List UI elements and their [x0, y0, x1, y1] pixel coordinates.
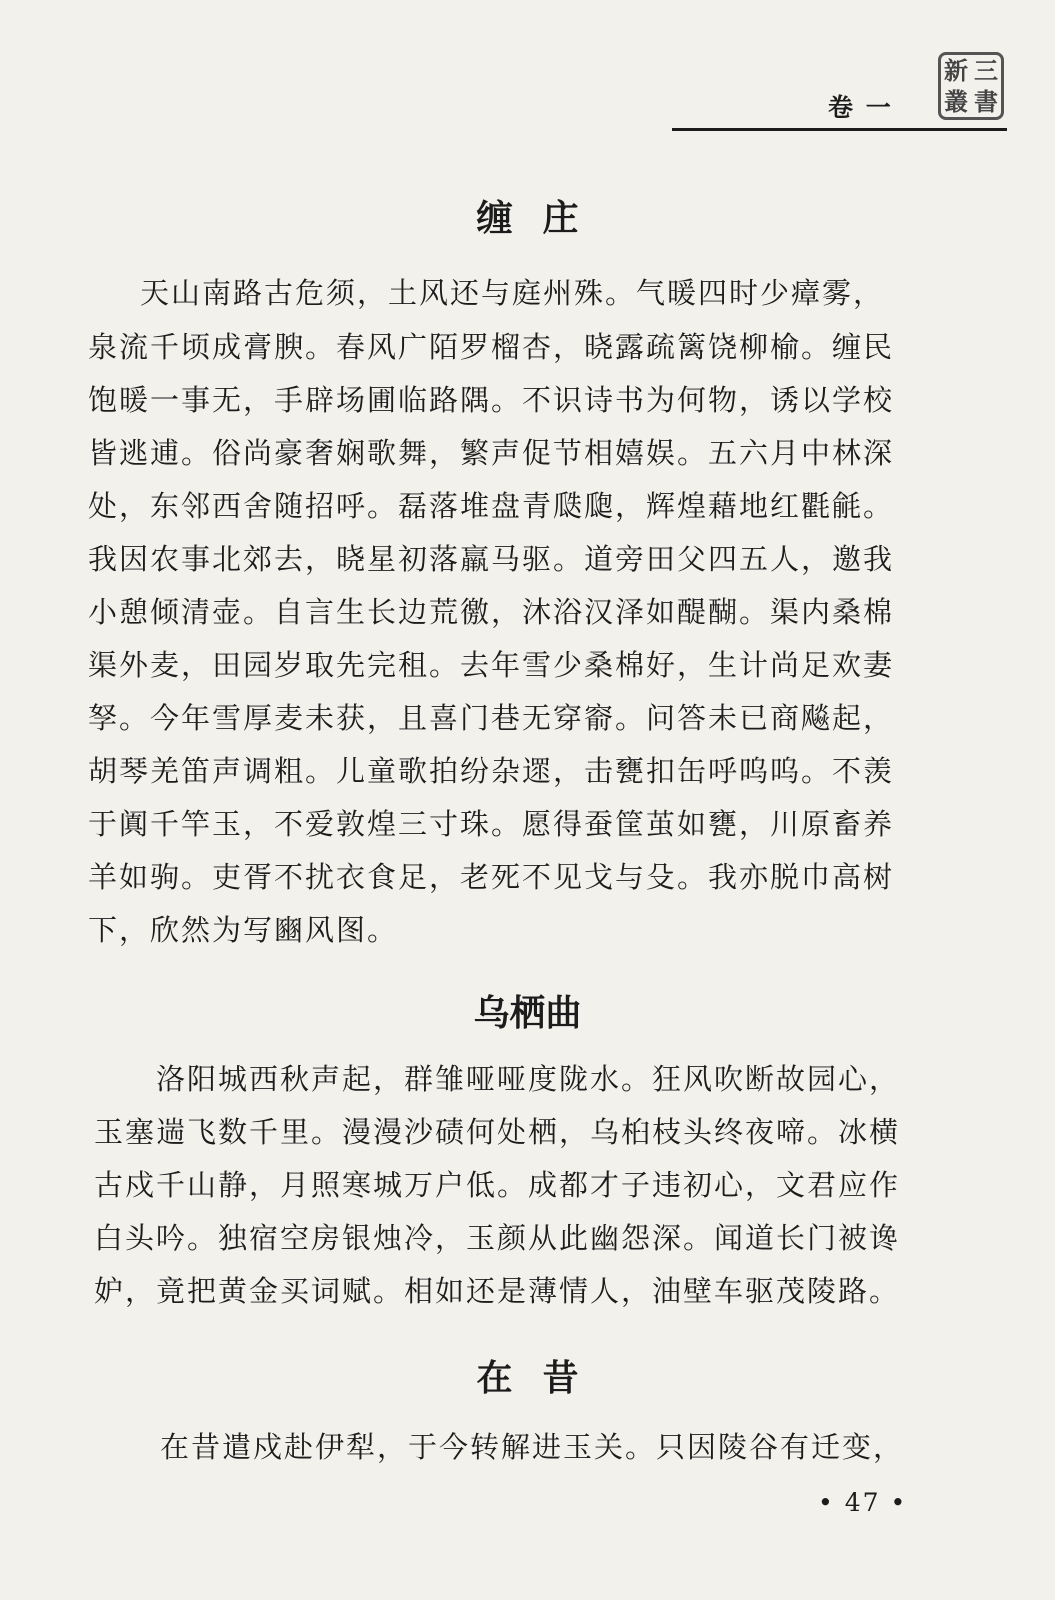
poem-line: 胡琴羌笛声调粗。儿童歌拍纷杂遝，击甕扣缶呼呜呜。不羡: [88, 754, 895, 788]
poem-line: 洛阳城西秋声起，群雏哑哑度陇水。狂风吹断故园心，: [156, 1062, 901, 1096]
page-number: • 47 •: [818, 1488, 908, 1517]
poem-line: 白头吟。独宿空房银烛冷，玉颜从此幽怨深。闻道长门被谗: [94, 1221, 901, 1255]
poem-title: 缠庄: [476, 198, 609, 239]
poem-line: 于阗千竿玉，不爱敦煌三寸珠。愿得蚕筐茧如甕，川原畜养: [88, 807, 895, 841]
seal-char: 新: [944, 56, 968, 85]
poem-line: 小憩倾清壶。自言生长边荒徼，沐浴汉泽如醍醐。渠内桑棉: [88, 595, 895, 629]
poem-line: 玉塞遄飞数千里。漫漫沙碛何处栖，乌桕枝头终夜啼。冰横: [94, 1115, 901, 1149]
seal-char: 叢: [944, 87, 968, 116]
poem-line: 羊如驹。吏胥不扰衣食足，老死不见戈与殳。我亦脱巾高树: [88, 860, 895, 894]
poem-line: 皆逃逋。俗尚豪奢娴歌舞，繁声促节相嬉娱。五六月中林深: [88, 436, 895, 470]
poem-title: 在昔: [476, 1358, 609, 1399]
poem-line: 泉流千顷成膏腴。春风广陌罗榴杏，晓露疏篱饶柳榆。缠民: [88, 330, 895, 364]
series-seal: [938, 52, 1004, 120]
poem-line: 处，东邻西舍随招呼。磊落堆盘青瓞瓟，辉煌藉地红氍毹。: [88, 489, 895, 523]
poem-line: 饱暖一事无，手辟场圃临路隅。不识诗书为何物，诱以学校: [88, 383, 895, 417]
poem-line: 古戍千山静，月照寒城万户低。成都才子违初心，文君应作: [94, 1168, 901, 1202]
poem-line: 在昔遣戍赴伊犁，于今转解进玉关。只因陵谷有迁变，: [160, 1430, 905, 1464]
poem-line: 下，欣然为写豳风图。: [88, 913, 399, 947]
poem-line: 妒，竟把黄金买词赋。相如还是薄情人，油壁车驱茂陵路。: [94, 1274, 901, 1308]
poem-line: 我因农事北郊去，晓星初落羸马驱。道旁田父四五人，邀我: [88, 542, 895, 576]
seal-char: 書: [974, 87, 998, 116]
running-head: 卷 一: [828, 93, 893, 122]
seal-char: 三: [974, 56, 998, 85]
poem-line: 天山南路古危须，土风还与庭州殊。气暖四时少瘴雾，: [140, 276, 885, 310]
poem-line: 渠外麦，田园岁取先完租。去年雪少桑棉好，生计尚足欢妻: [88, 648, 895, 682]
poem-line: 孥。今年雪厚麦未获，且喜门巷无穿窬。问答未已商飚起，: [88, 701, 895, 735]
poem-title: 乌栖曲: [473, 993, 582, 1034]
header-rule: [672, 128, 1007, 131]
